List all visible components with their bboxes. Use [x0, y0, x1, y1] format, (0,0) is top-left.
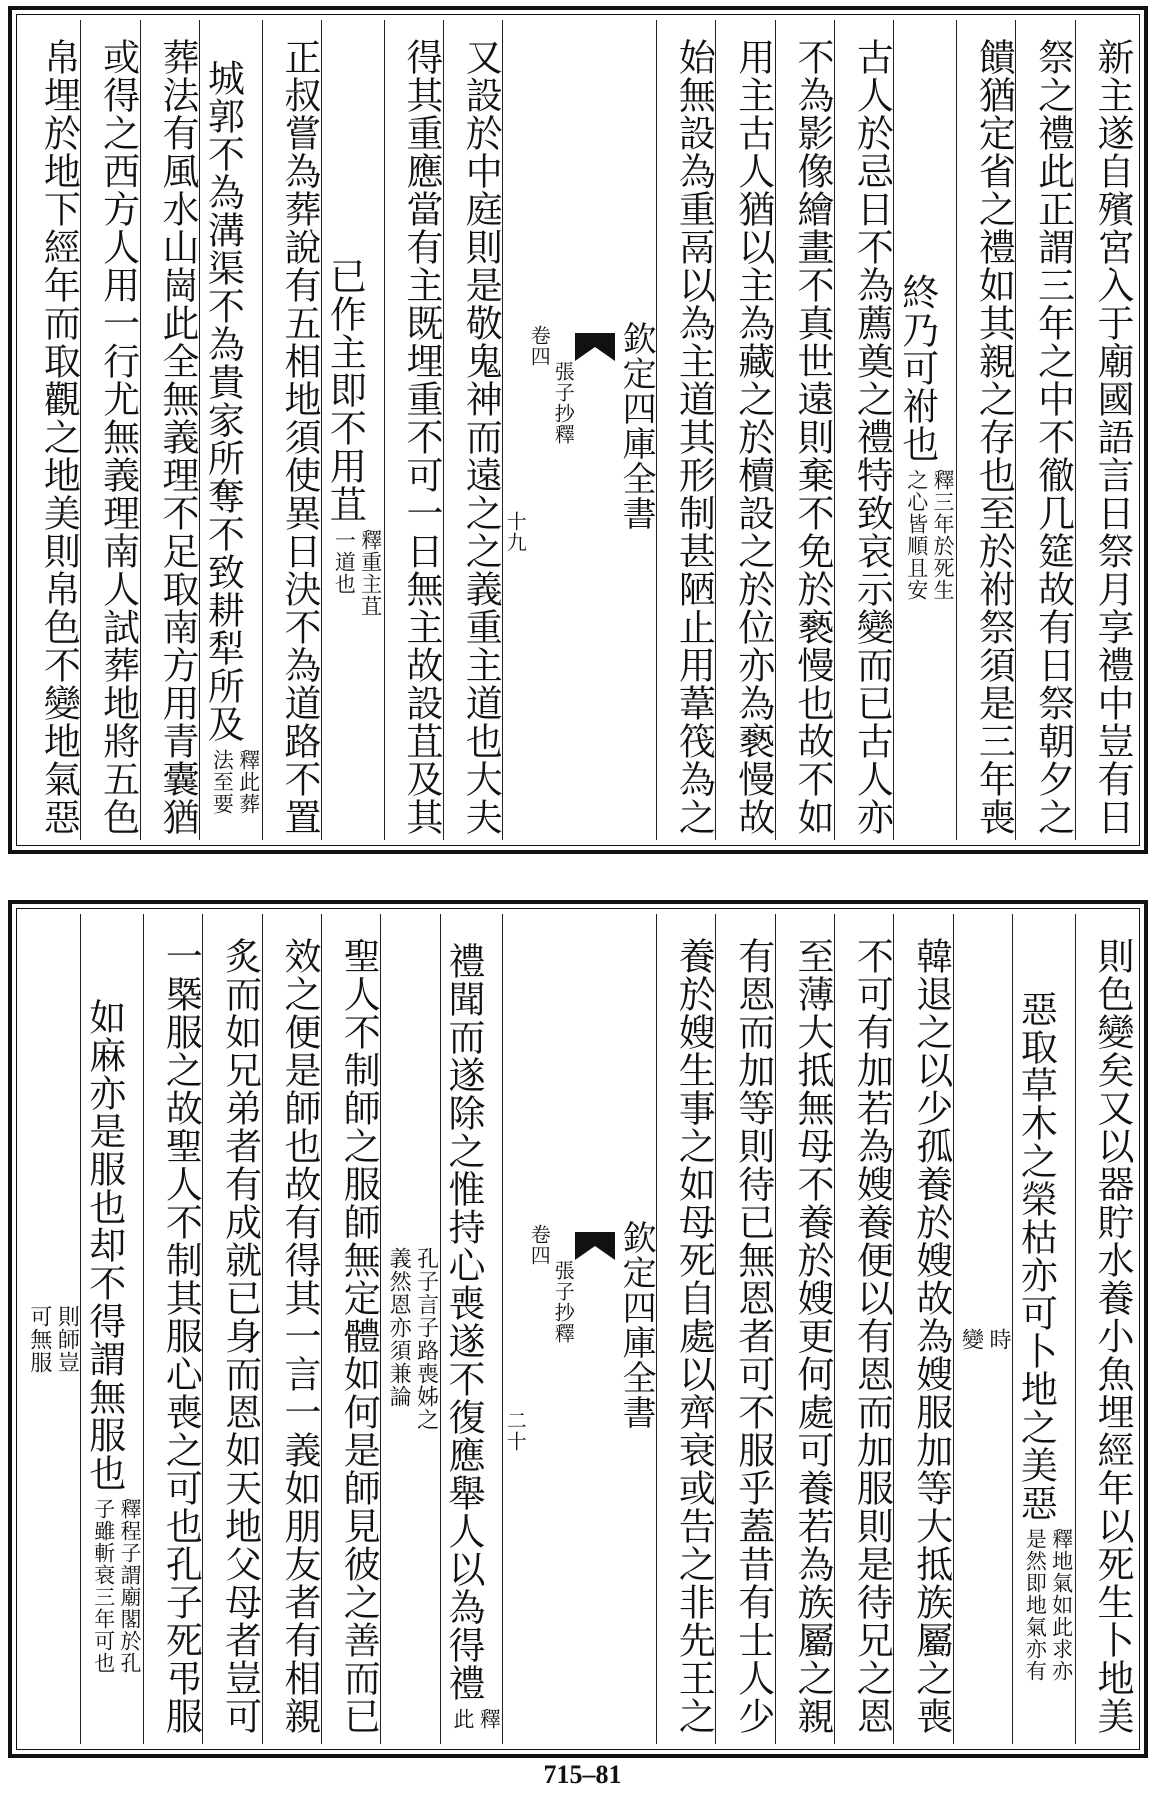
annotation-note: 釋三年於死生 之心皆順且安: [904, 469, 956, 601]
text-column: [262, 20, 321, 840]
column-content: [671, 937, 715, 1735]
main-text: 養於嫂生事之如母死自處以齊衰或告之非先王之: [672, 937, 716, 1735]
book-title: 張子抄釋: [551, 1260, 576, 1344]
text-column: [321, 914, 380, 1744]
book-title: 張子抄釋: [551, 361, 576, 445]
column-content: [441, 942, 503, 1730]
text-column: [22, 20, 80, 840]
column-content: [336, 937, 380, 1735]
center-fold-content: [503, 1220, 656, 1452]
column-content: [730, 38, 774, 836]
annotation-note: 釋程子謂廟閣於孔 子雖斬衰三年可也: [91, 1498, 142, 1674]
column-content: [95, 38, 139, 836]
main-text: 不為影像繪畫不真世遠則棄不免於褻慢也故不如: [791, 38, 835, 836]
column-content: [81, 998, 143, 1674]
column-content: [24, 1299, 80, 1374]
folio-number: 十九: [503, 511, 528, 553]
column-content: [383, 1241, 439, 1431]
text-column: [143, 914, 202, 1744]
main-text: 新主遂自殯宮入于廟國語言日祭月享禮中豈有日: [1091, 38, 1134, 836]
text-column: [893, 20, 956, 840]
text-column: [22, 914, 80, 1744]
column-content: [155, 38, 199, 836]
main-text: 城郭不為溝渠不為貴家所奪不致耕犁所及: [201, 59, 245, 743]
column-content: [671, 38, 715, 836]
annotation-note: 孔子言子路喪姊之 義然恩亦須兼論: [386, 1247, 439, 1431]
text-column: [834, 20, 893, 840]
text-column: [80, 20, 139, 840]
annotation-note: 釋地氣如此求亦 是然即地氣亦有: [1023, 1528, 1074, 1682]
text-column: [440, 914, 503, 1744]
library-title: 欽定四庫全書: [616, 321, 657, 531]
main-text: 效之便是師也故有得其一言一義如朋友者有相親: [277, 937, 321, 1735]
text-column: [775, 20, 834, 840]
center-fold-content: [503, 321, 656, 553]
column-content: [894, 273, 956, 601]
column-content: [322, 257, 384, 617]
main-text: 得其重應當有主既埋重不可一日無主故設苴及其: [399, 38, 443, 836]
main-text: 用主古人猶以主為藏之於櫝設之於位亦為褻慢故: [731, 38, 775, 836]
text-column: [834, 914, 893, 1744]
main-text: 炙而如兄弟者有成就已身而恩如天地父母者豈可: [218, 937, 262, 1735]
text-column: [656, 20, 715, 840]
column-content: [790, 38, 834, 836]
text-column: [1075, 914, 1134, 1744]
text-column: [202, 914, 261, 1744]
folio-number: 二十: [503, 1410, 528, 1452]
center-fold-column: [502, 914, 656, 1744]
text-column: [443, 20, 502, 840]
column-content: [730, 937, 774, 1735]
text-column: [380, 914, 439, 1744]
column-content: [956, 1322, 1012, 1351]
page-number: 715–81: [543, 1760, 622, 1789]
text-column: [715, 20, 774, 840]
main-text: 饋猶定省之禮如其親之存也至於祔祭須是三年喪: [972, 38, 1016, 836]
main-text: 則色變矣又以器貯水養小魚埋經年以死生卜地美: [1091, 937, 1134, 1735]
column-content: [277, 937, 321, 1735]
fishtail-ornament-icon: [575, 333, 615, 361]
main-text: 韓退之以少孤養於嫂故為嫂服加等大抵族屬之喪: [909, 937, 953, 1735]
column-content: [1030, 38, 1074, 836]
column-content: [217, 937, 261, 1735]
text-column: [262, 914, 321, 1744]
column-content: [36, 38, 80, 836]
text-column: [199, 20, 262, 840]
text-column: [1012, 914, 1075, 1744]
text-column: [775, 914, 834, 1744]
column-content: [399, 38, 443, 836]
column-content: [908, 937, 952, 1735]
center-fold-column: [502, 20, 656, 840]
column-content: [1013, 990, 1075, 1682]
column-content: [458, 38, 502, 836]
main-text: 祭之禮此正謂三年之中不徹几筵故有日祭朝夕之: [1031, 38, 1075, 836]
text-column: [956, 20, 1015, 840]
text-column: [656, 914, 715, 1744]
main-text: 始無設為重鬲以為主道其形制甚陋止用葦筏為之: [672, 38, 716, 836]
annotation-note: 則師豈 可無服: [26, 1304, 80, 1374]
fishtail-ornament-icon: [575, 1232, 615, 1260]
main-text: 又設於中庭則是敬鬼神而遠之之義重主道也大夫: [459, 38, 503, 836]
main-text: 聖人不制師之服師無定體如何是師見彼之善而已: [337, 937, 381, 1735]
main-text: 禮聞而遂除之惟持心喪遂不復應舉人以為得禮: [442, 942, 486, 1702]
main-text: 已作主即不用苴: [323, 257, 367, 523]
volume-label: 卷四: [527, 325, 552, 367]
column-content: [1090, 38, 1134, 836]
text-column: [80, 914, 143, 1744]
main-text: 帛埋於地下經年而取觀之地美則帛色不變地氣惡: [37, 38, 81, 836]
top-page-columns: [22, 20, 1134, 840]
column-content: [200, 59, 262, 815]
main-text: 或得之西方人用一行尤無義理南人試葬地將五色: [96, 38, 140, 836]
column-content: [790, 937, 834, 1735]
main-text: 正叔嘗為葬說有五相地須使異日決不為道路不置: [277, 38, 321, 836]
text-column: [1075, 20, 1134, 840]
main-text: 有恩而加等則待已無恩者可不服乎蓋昔有士人少: [731, 937, 775, 1735]
bottom-page: [8, 900, 1148, 1758]
column-content: [849, 937, 893, 1735]
main-text: 古人於忌日不為薦奠之禮特致哀示變而已古人亦: [850, 38, 894, 836]
text-column: [321, 20, 384, 840]
main-text: 終乃可祔也: [895, 273, 939, 463]
column-content: [971, 38, 1015, 836]
library-title: 欽定四庫全書: [616, 1220, 657, 1430]
annotation-note: 時 變: [958, 1327, 1012, 1351]
main-text: 如麻亦是服也却不得謂無服也: [82, 998, 126, 1492]
text-column: [384, 20, 443, 840]
main-text: 至薄大抵無母不養於嫂更何處可養若為族屬之親: [791, 937, 835, 1735]
text-column: [1015, 20, 1074, 840]
column-content: [277, 38, 321, 836]
text-column: [715, 914, 774, 1744]
main-text: 不可有加若為嫂養便以有恩而加服則是待兄之恩: [850, 937, 894, 1735]
column-content: [1090, 937, 1134, 1735]
main-text: 葬法有風水山崗此全無義理不足取南方用青囊猶: [156, 38, 199, 836]
text-column: [140, 20, 199, 840]
annotation-note: 釋此葬 法至要: [210, 749, 261, 815]
annotation-note: 釋重主苴 一道也: [332, 529, 383, 617]
main-text: 惡取草木之榮枯亦可卜地之美惡: [1014, 990, 1058, 1522]
text-column: [953, 914, 1012, 1744]
volume-label: 卷四: [527, 1224, 552, 1266]
annotation-note: 釋 此: [451, 1708, 502, 1730]
column-content: [158, 937, 202, 1735]
main-text: 一槩服之故聖人不制其服心喪之可也孔子死弔服: [159, 937, 203, 1735]
column-content: [849, 38, 893, 836]
bottom-page-columns: [22, 914, 1134, 1744]
text-column: [893, 914, 952, 1744]
top-page: [8, 6, 1148, 854]
